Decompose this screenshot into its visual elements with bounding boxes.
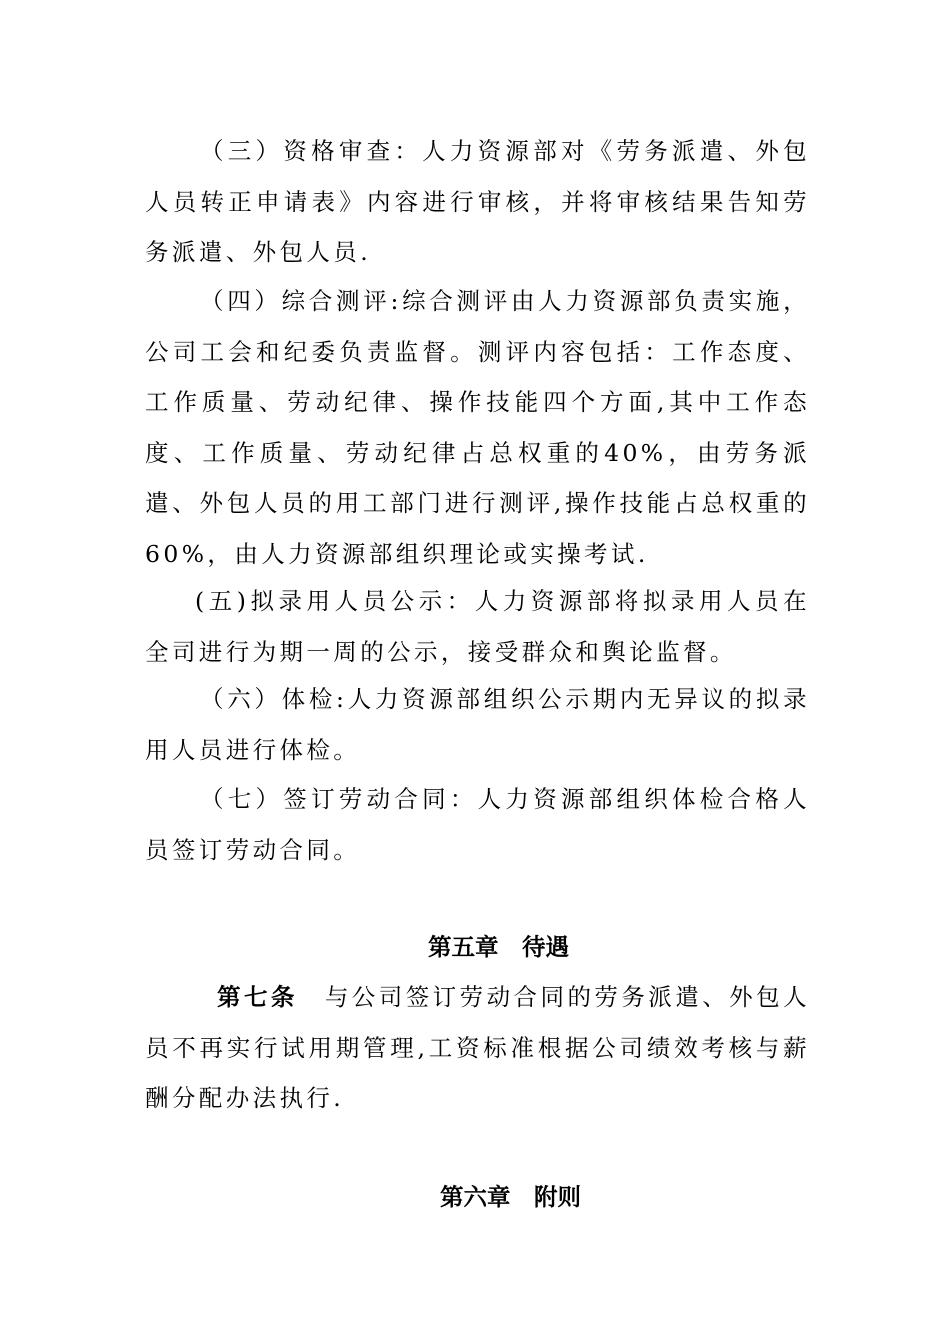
paragraph-labor-contract: （七）签订劳动合同：人力资源部组织体检合格人员签订劳动合同。	[145, 785, 810, 864]
paragraph-physical-exam: （六）体检:人力资源部组织公示期内无异议的拟录用人员进行体检。	[145, 685, 810, 764]
chapter-five-heading: 第五章 待遇	[428, 933, 569, 961]
paragraph-qualification-review: （三）资格审查：人力资源部对《劳务派遣、外包人员转正申请表》内容进行审核，并将审核结果告知劳务派遣、外包人员.	[145, 137, 810, 266]
article-seven-paragraph	[145, 972, 810, 1124]
chapter-six-heading: 第六章 附则	[440, 1183, 581, 1211]
paragraph-publicity: (五)拟录用人员公示：人力资源部将拟录用人员在全司进行为期一周的公示，接受群众和舆论监督。	[145, 587, 810, 666]
paragraph-comprehensive-evaluation: （四）综合测评:综合测评由人力资源部负责实施，公司工会和纪委负责监督。测评内容包括：工作态度、工作质量、劳动纪律、操作技能四个方面,其中工作态度、工作质量、劳动纪律占总权重的40%，由劳务派遣、外包人员的用工部门进行测评,操作技能占总权重的60%，由人力资源部组织理论或实操考试.	[145, 287, 810, 568]
article-seven-label: 第七条	[217, 983, 298, 1011]
article-seven-text: 与公司签订劳动合同的劳务派遣、外包人员不再实行试用期管理,工资标准根据公司绩效考核与薪酬分配办法执行.	[145, 983, 810, 1112]
